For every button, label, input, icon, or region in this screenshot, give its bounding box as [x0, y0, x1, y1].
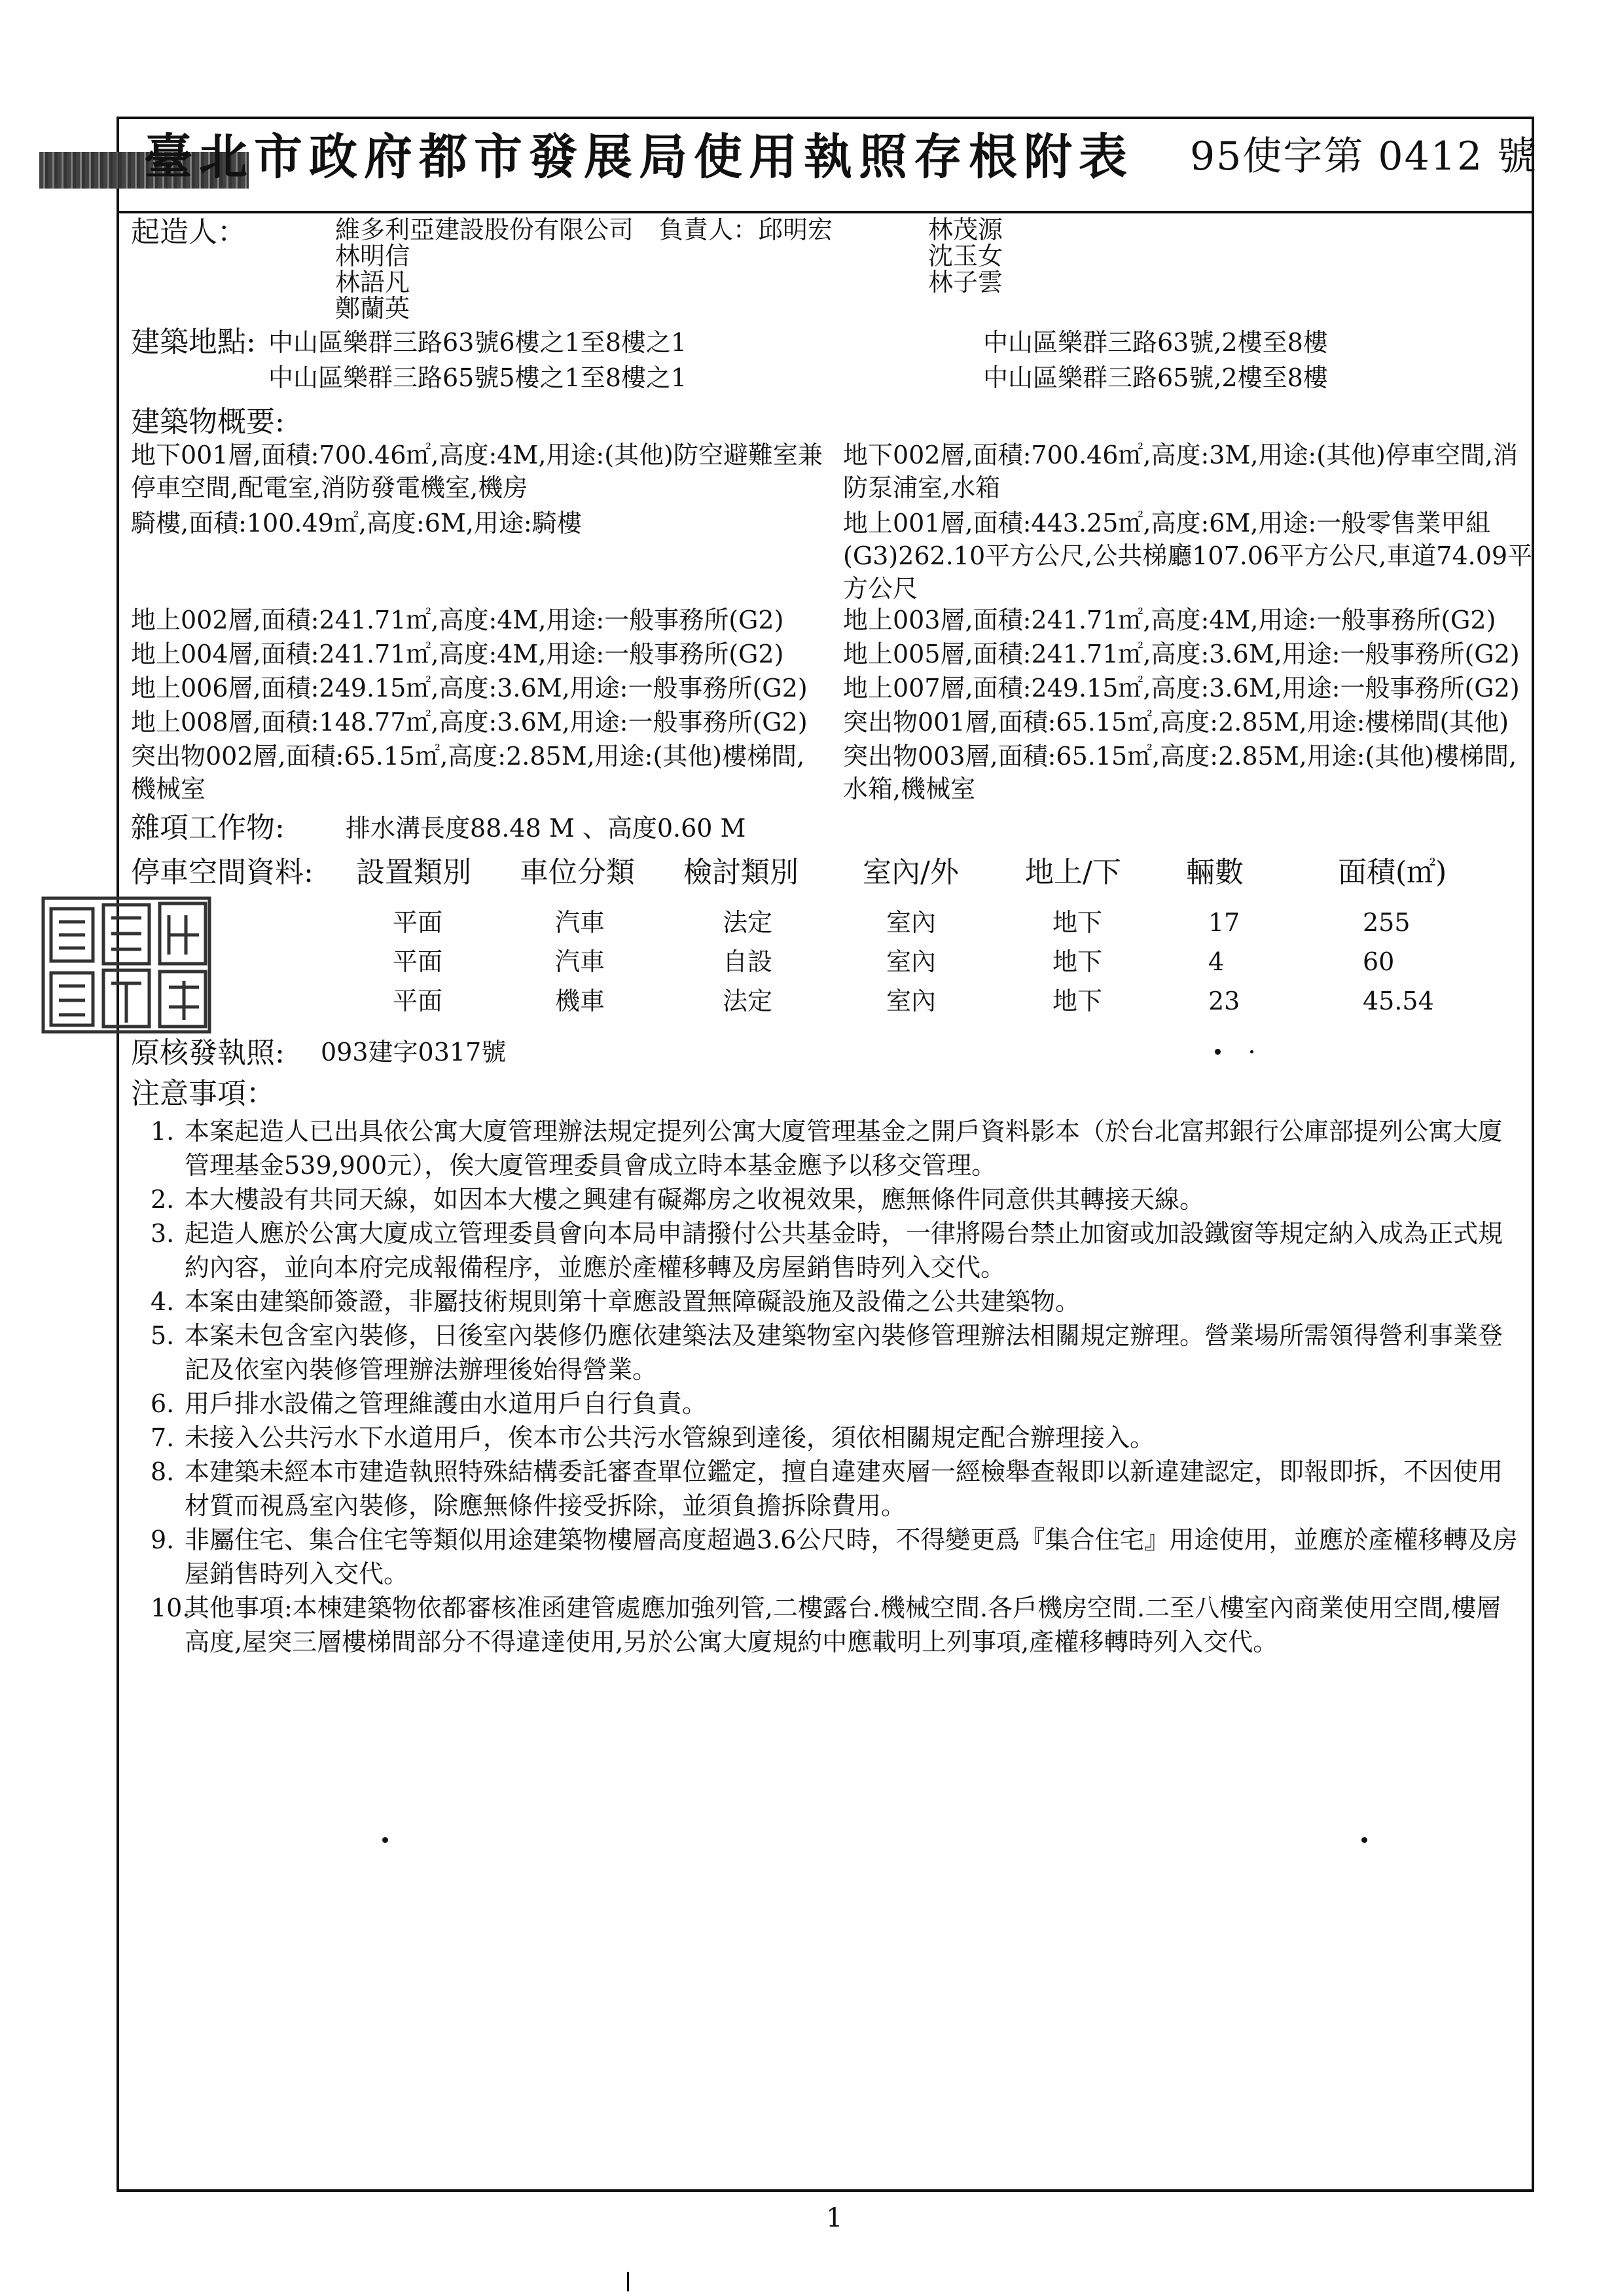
official-seal-stamp — [41, 896, 212, 1034]
note-number: 10. — [151, 1594, 190, 1622]
builder-name: 林明信 — [335, 242, 410, 270]
site-address: 中山區樂群三路63號,2樓至8樓 — [983, 328, 1328, 357]
parking-cell: 法定 — [723, 987, 773, 1015]
parking-cell: 23 — [1208, 987, 1240, 1015]
note-text: 本大樓設有共同天線，如因本大樓之興建有礙鄰房之收視效果，應無條件同意供其轉接天線。 — [185, 1185, 1205, 1214]
floor-entry: 地上002層,面積:241.71㎡,高度:4M,用途:一般事務所(G2) — [131, 606, 784, 634]
parking-header: 設置類別 — [356, 856, 471, 889]
parking-cell: 汽車 — [555, 947, 605, 976]
license-number: 95使字第 0412 號 — [1190, 134, 1538, 179]
builder-company: 維多利亞建設股份有限公司 負責人：邱明宏 — [335, 215, 833, 244]
parking-cell: 自設 — [723, 947, 773, 976]
parking-cell: 平面 — [393, 908, 443, 937]
site-address: 中山區樂群三路63號6樓之1至8樓之1 — [268, 328, 687, 357]
note-item — [151, 1421, 1525, 1455]
parking-cell: 60 — [1363, 947, 1395, 976]
note-number: 7. — [151, 1423, 175, 1452]
note-item — [151, 1319, 1525, 1387]
scan-mark — [627, 2272, 629, 2291]
note-item — [151, 1285, 1525, 1319]
floor-entry: 地上004層,面積:241.71㎡,高度:4M,用途:一般事務所(G2) — [131, 640, 784, 668]
parking-cell: 平面 — [393, 987, 443, 1015]
page-number: 1 — [826, 2203, 843, 2233]
document-title: 臺北市政府都市發展局使用執照存根附表 — [144, 129, 1134, 185]
parking-header: 車位分類 — [520, 856, 635, 889]
parking-cell: 法定 — [723, 908, 773, 937]
misc-label: 雜項工作物: — [131, 811, 285, 845]
floor-entry: 地下001層,面積:700.46㎡,高度:4M,用途:(其他)防空避難室兼停車空間,配電室,消防發電機室,機房 — [131, 441, 823, 502]
builder-name: 沈玉女 — [928, 242, 1003, 270]
builder-name: 林子雲 — [928, 268, 1003, 297]
note-number: 8. — [151, 1457, 175, 1486]
floor-entry: 地上003層,面積:241.71㎡,高度:4M,用途:一般事務所(G2) — [843, 606, 1496, 634]
parking-header: 地上/下 — [1025, 856, 1121, 889]
parking-header: 室內/外 — [863, 856, 959, 889]
note-text: 本案由建築師簽證，非屬技術規則第十章應設置無障礙設施及設備之公共建築物。 — [185, 1287, 1081, 1316]
note-text: 非屬住宅、集合住宅等類似用途建築物樓層高度超過3.6公尺時，不得變更爲『集合住宅』用途使用，並應於產權移轉及房屋銷售時列入交代。 — [185, 1525, 1518, 1588]
note-item — [151, 1387, 1525, 1421]
parking-cell: 地下 — [1052, 987, 1103, 1015]
parking-cell: 汽車 — [555, 908, 605, 937]
note-text: 用戶排水設備之管理維護由水道用戶自行負責。 — [185, 1389, 708, 1418]
floor-entry: 突出物002層,面積:65.15㎡,高度:2.85M,用途:(其他)樓梯間,機械室 — [131, 742, 805, 803]
parking-header: 面積(㎡) — [1338, 856, 1447, 889]
note-text: 未接入公共污水下水道用戶，俟本市公共污水管線到達後，須依相關規定配合辦理接入。 — [185, 1423, 1155, 1452]
note-text: 起造人應於公寓大廈成立管理委員會向本局申請撥付公共基金時，一律將陽台禁止加窗或加設鐵窗等規定納入成為正式規約內容，並向本府完成報備程序，並應於產權移轉及房屋銷售時列入交代。 — [185, 1219, 1503, 1282]
parking-cell: 17 — [1208, 908, 1240, 937]
floor-entry: 騎樓,面積:100.49㎡,高度:6M,用途:騎樓 — [131, 509, 582, 538]
note-number: 9. — [151, 1525, 175, 1554]
floor-entry: 地上001層,面積:443.25㎡,高度:6M,用途:一般零售業甲組(G3)262.10平方公尺,公共梯廳107.06平方公尺,車道74.09平方公尺 — [843, 509, 1533, 603]
floor-entry: 地上005層,面積:241.71㎡,高度:3.6M,用途:一般事務所(G2) — [843, 640, 1520, 668]
note-text: 本建築未經本市建造執照特殊結構委託審查單位鑑定，擅自違建夾層一經檢舉查報即以新違建認定，即報即拆，不因使用材質而視爲室內裝修，除應無條件接受拆除，並須負擔拆除費用。 — [185, 1457, 1503, 1520]
parking-cell: 機車 — [555, 987, 605, 1015]
floor-entry: 突出物003層,面積:65.15㎡,高度:2.85M,用途:(其他)樓梯間,水箱,機械室 — [843, 742, 1517, 803]
floor-entry: 地上008層,面積:148.77㎡,高度:3.6M,用途:一般事務所(G2) — [131, 708, 808, 737]
note-item — [151, 1114, 1525, 1182]
site-address: 中山區樂群三路65號,2樓至8樓 — [983, 363, 1328, 392]
note-number: 2. — [151, 1185, 175, 1214]
floor-entry: 突出物001層,面積:65.15㎡,高度:2.85M,用途:樓梯間(其他) — [843, 708, 1509, 737]
note-number: 4. — [151, 1287, 175, 1316]
parking-cell: 255 — [1363, 908, 1411, 937]
builder-label: 起造人： — [131, 215, 246, 249]
parking-cell: 室內 — [886, 908, 937, 937]
note-text: 本案未包含室內裝修，日後室內裝修仍應依建築法及建築物室內裝修管理辦法相關規定辦理。營業場所需領得營利事業登記及依室內裝修管理辦法辦理後始得營業。 — [185, 1321, 1503, 1384]
builder-name: 鄭蘭英 — [335, 294, 410, 323]
parking-cell: 地下 — [1052, 947, 1103, 976]
note-number: 5. — [151, 1321, 175, 1350]
note-item — [151, 1523, 1525, 1591]
scan-speck — [1361, 1837, 1367, 1843]
note-item — [151, 1216, 1525, 1285]
builder-name: 林茂源 — [928, 215, 1003, 244]
parking-cell: 4 — [1208, 947, 1225, 976]
note-number: 6. — [151, 1389, 175, 1418]
floor-entry: 地上007層,面積:249.15㎡,高度:3.6M,用途:一般事務所(G2) — [843, 674, 1520, 702]
parking-header: 檢討類別 — [683, 856, 799, 889]
header-rule — [117, 211, 1534, 213]
notes-label: 注意事項： — [131, 1077, 275, 1110]
site-label: 建築地點: — [131, 325, 256, 359]
note-text: 其他事項:本棟建築物依都審核准函建管處應加強列管,二樓露台.機械空間.各戶機房空間.二至八樓室內商業使用空間,樓層高度,屋突三層樓梯間部分不得違達使用,另於公寓大廈規約中應載明上列事項,產權移轉時列入交代。 — [185, 1594, 1501, 1656]
parking-cell: 室內 — [886, 947, 937, 976]
parking-header: 輛數 — [1186, 856, 1244, 889]
builder-name: 林語凡 — [335, 268, 410, 297]
scan-speck — [382, 1837, 388, 1843]
parking-cell: 室內 — [886, 987, 937, 1015]
note-item — [151, 1591, 1525, 1659]
original-license-label: 原核發執照: — [131, 1036, 285, 1070]
floor-entry: 地下002層,面積:700.46㎡,高度:3M,用途:(其他)停車空間,消防泵浦室,水箱 — [843, 441, 1518, 502]
misc-value: 排水溝長度88.48 M 、高度0.60 M — [346, 814, 746, 843]
site-address: 中山區樂群三路65號5樓之1至8樓之1 — [268, 363, 687, 392]
note-item — [151, 1455, 1525, 1523]
scan-speck — [1250, 1050, 1253, 1053]
parking-cell: 45.54 — [1363, 987, 1434, 1015]
note-number: 3. — [151, 1219, 175, 1248]
original-license-value: 093建字0317號 — [321, 1038, 507, 1066]
note-number: 1. — [151, 1117, 175, 1146]
note-item — [151, 1182, 1525, 1216]
floor-entry: 地上006層,面積:249.15㎡,高度:3.6M,用途:一般事務所(G2) — [131, 674, 808, 702]
note-text: 本案起造人已出具依公寓大廈管理辦法規定提列公寓大廈管理基金之開戶資料影本（於台北富邦銀行公庫部提列公寓大廈管理基金539,900元），俟大廈管理委員會成立時本基金應予以移交管理。 — [185, 1117, 1503, 1180]
parking-label: 停車空間資料: — [131, 856, 314, 889]
parking-cell: 平面 — [393, 947, 443, 976]
scan-speck — [1215, 1049, 1221, 1055]
parking-cell: 地下 — [1052, 908, 1103, 937]
overview-label: 建築物概要: — [131, 405, 285, 439]
